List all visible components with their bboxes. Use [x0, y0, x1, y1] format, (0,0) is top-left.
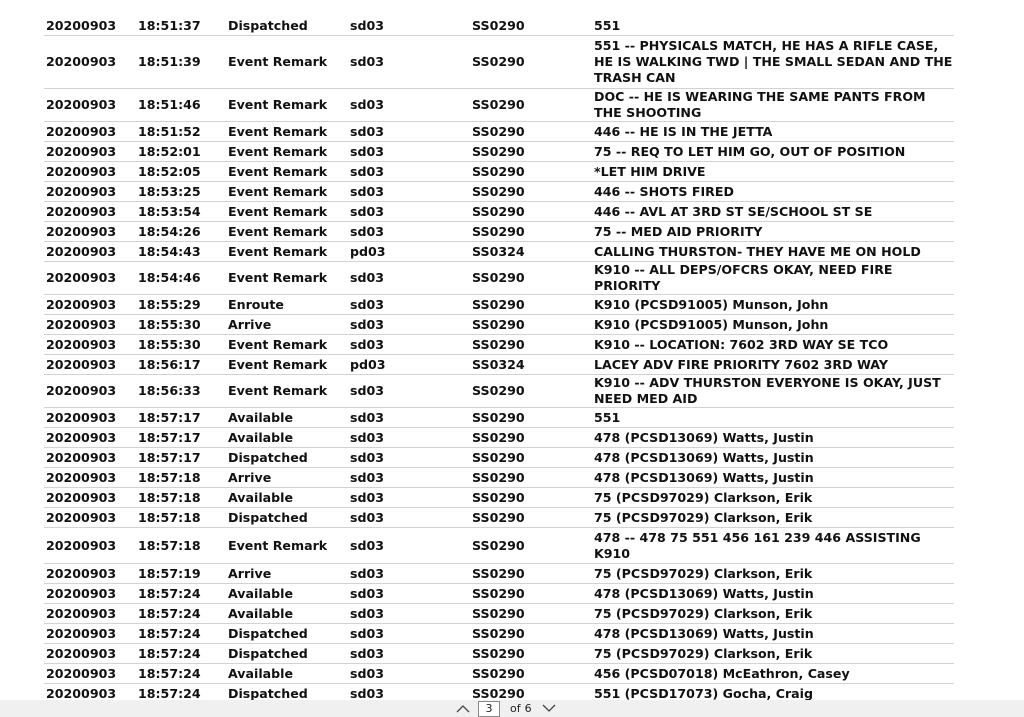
table-row	[44, 335, 954, 355]
time-cell: 18:54:43	[138, 243, 201, 259]
remark-cell: 75 -- REQ TO LET HIM GO, OUT OF POSITION	[594, 143, 906, 159]
chevron-up-icon	[456, 704, 470, 713]
remark-cell: 551	[594, 409, 621, 425]
unit-cell: SS0290	[472, 143, 525, 159]
time-cell: 18:56:33	[138, 383, 201, 399]
time-cell: 18:57:24	[138, 665, 201, 681]
time-cell: 18:57:18	[138, 509, 201, 525]
table-row	[44, 428, 954, 448]
unit-cell: SS0290	[472, 123, 525, 139]
date-cell: 20200903	[46, 449, 117, 465]
date-cell: 20200903	[46, 409, 117, 425]
time-cell: 18:57:24	[138, 605, 201, 621]
table-row	[44, 89, 954, 122]
event-type-cell: Available	[228, 409, 294, 425]
user-cell: sd03	[350, 605, 385, 621]
date-cell: 20200903	[46, 143, 117, 159]
user-cell: sd03	[350, 223, 385, 239]
unit-cell: SS0290	[472, 565, 525, 581]
date-cell: 20200903	[46, 537, 117, 553]
remark-cell: K910 -- LOCATION: 7602 3RD WAY SE TCO	[594, 336, 889, 352]
event-type-cell: Dispatched	[228, 509, 308, 525]
event-type-cell: Arrive	[228, 316, 272, 332]
user-cell: sd03	[350, 54, 385, 70]
unit-cell: SS0290	[472, 537, 525, 553]
table-row	[44, 488, 954, 508]
table-row	[44, 448, 954, 468]
time-cell: 18:55:30	[138, 336, 201, 352]
unit-cell: SS0290	[472, 223, 525, 239]
unit-cell: SS0290	[472, 489, 525, 505]
event-type-cell: Arrive	[228, 565, 272, 581]
time-cell: 18:57:17	[138, 429, 201, 445]
unit-cell: SS0290	[472, 270, 525, 286]
unit-cell: SS0290	[472, 316, 525, 332]
date-cell: 20200903	[46, 17, 117, 33]
unit-cell: SS0290	[472, 409, 525, 425]
user-cell: sd03	[350, 509, 385, 525]
event-type-cell: Event Remark	[228, 143, 328, 159]
unit-cell: SS0324	[472, 356, 525, 372]
event-type-cell: Event Remark	[228, 123, 328, 139]
date-cell: 20200903	[46, 685, 117, 700]
user-cell: sd03	[350, 489, 385, 505]
table-row	[44, 684, 954, 700]
unit-cell: SS0290	[472, 183, 525, 199]
event-type-cell: Event Remark	[228, 163, 328, 179]
event-type-cell: Event Remark	[228, 54, 328, 70]
remark-cell: *LET HIM DRIVE	[594, 163, 706, 179]
time-cell: 18:51:39	[138, 54, 201, 70]
user-cell: sd03	[350, 409, 385, 425]
event-type-cell: Event Remark	[228, 183, 328, 199]
unit-cell: SS0290	[472, 585, 525, 601]
user-cell: sd03	[350, 17, 385, 33]
event-type-cell: Event Remark	[228, 223, 328, 239]
event-type-cell: Available	[228, 605, 294, 621]
date-cell: 20200903	[46, 97, 117, 113]
time-cell: 18:57:19	[138, 565, 201, 581]
user-cell: sd03	[350, 585, 385, 601]
table-row	[44, 295, 954, 315]
remark-cell: LACEY ADV FIRE PRIORITY 7602 3RD WAY	[594, 356, 888, 372]
unit-cell: SS0290	[472, 449, 525, 465]
table-row	[44, 315, 954, 335]
time-cell: 18:54:26	[138, 223, 201, 239]
remark-cell: 75 (PCSD97029) Clarkson, Erik	[594, 489, 813, 505]
table-row	[44, 162, 954, 182]
event-type-cell: Event Remark	[228, 537, 328, 553]
remark-cell: 478 (PCSD13069) Watts, Justin	[594, 469, 814, 485]
time-cell: 18:57:17	[138, 449, 201, 465]
event-type-cell: Arrive	[228, 469, 272, 485]
table-row	[44, 508, 954, 528]
user-cell: sd03	[350, 336, 385, 352]
time-cell: 18:52:05	[138, 163, 201, 179]
of-label: of	[510, 702, 521, 715]
unit-cell: SS0290	[472, 645, 525, 661]
remark-cell: 478 (PCSD13069) Watts, Justin	[594, 625, 814, 641]
remark-cell: 75 (PCSD97029) Clarkson, Erik	[594, 509, 813, 525]
date-cell: 20200903	[46, 429, 117, 445]
date-cell: 20200903	[46, 336, 117, 352]
table-row	[44, 36, 954, 89]
date-cell: 20200903	[46, 645, 117, 661]
remark-cell: 456 (PCSD07018) McEathron, Casey	[594, 665, 850, 681]
unit-cell: SS0290	[472, 17, 525, 33]
user-cell: sd03	[350, 97, 385, 113]
date-cell: 20200903	[46, 625, 117, 641]
date-cell: 20200903	[46, 203, 117, 219]
user-cell: sd03	[350, 429, 385, 445]
time-cell: 18:57:24	[138, 645, 201, 661]
event-type-cell: Event Remark	[228, 336, 328, 352]
table-row	[44, 624, 954, 644]
event-log-table	[44, 16, 954, 700]
user-cell: sd03	[350, 183, 385, 199]
date-cell: 20200903	[46, 183, 117, 199]
event-type-cell: Available	[228, 489, 294, 505]
event-type-cell: Dispatched	[228, 449, 308, 465]
remark-cell: 75 (PCSD97029) Clarkson, Erik	[594, 605, 813, 621]
unit-cell: SS0290	[472, 203, 525, 219]
user-cell: sd03	[350, 625, 385, 641]
user-cell: sd03	[350, 565, 385, 581]
user-cell: sd03	[350, 143, 385, 159]
event-type-cell: Event Remark	[228, 243, 328, 259]
remark-cell: CALLING THURSTON- THEY HAVE ME ON HOLD	[594, 243, 921, 259]
remark-cell: K910 -- ADV THURSTON EVERYONE IS OKAY, JUST NEED MED AID	[594, 375, 941, 406]
table-row	[44, 142, 954, 162]
unit-cell: SS0290	[472, 296, 525, 312]
time-cell: 18:55:30	[138, 316, 201, 332]
time-cell: 18:57:24	[138, 585, 201, 601]
time-cell: 18:52:01	[138, 143, 201, 159]
table-row	[44, 16, 954, 36]
table-row	[44, 242, 954, 262]
time-cell: 18:53:54	[138, 203, 201, 219]
time-cell: 18:56:17	[138, 356, 201, 372]
remark-cell: 446 -- SHOTS FIRED	[594, 183, 734, 199]
date-cell: 20200903	[46, 223, 117, 239]
date-cell: 20200903	[46, 565, 117, 581]
chevron-down-icon	[542, 704, 556, 713]
date-cell: 20200903	[46, 243, 117, 259]
user-cell: sd03	[350, 645, 385, 661]
unit-cell: SS0290	[472, 685, 525, 700]
previous-page-button[interactable]	[452, 700, 474, 717]
remark-cell: 478 (PCSD13069) Watts, Justin	[594, 449, 814, 465]
user-cell: sd03	[350, 665, 385, 681]
table-row	[44, 564, 954, 584]
event-type-cell: Dispatched	[228, 645, 308, 661]
time-cell: 18:51:46	[138, 97, 201, 113]
unit-cell: SS0290	[472, 54, 525, 70]
unit-cell: SS0290	[472, 97, 525, 113]
table-row	[44, 375, 954, 408]
time-cell: 18:51:52	[138, 123, 201, 139]
date-cell: 20200903	[46, 356, 117, 372]
remark-cell: 446 -- HE IS IN THE JETTA	[594, 123, 773, 139]
user-cell: sd03	[350, 270, 385, 286]
unit-cell: SS0290	[472, 625, 525, 641]
date-cell: 20200903	[46, 270, 117, 286]
user-cell: sd03	[350, 449, 385, 465]
event-type-cell: Available	[228, 665, 294, 681]
date-cell: 20200903	[46, 585, 117, 601]
unit-cell: SS0290	[472, 429, 525, 445]
remark-cell: 551 -- PHYSICALS MATCH, HE HAS A RIFLE CASE, HE IS WALKING TWD | THE SMALL SEDAN AND THE TRASH CAN	[594, 38, 953, 85]
time-cell: 18:57:24	[138, 685, 201, 700]
event-type-cell: Available	[228, 429, 294, 445]
total-pages: 6	[524, 702, 532, 715]
date-cell: 20200903	[46, 54, 117, 70]
time-cell: 18:57:18	[138, 537, 201, 553]
unit-cell: SS0290	[472, 336, 525, 352]
unit-cell: SS0290	[472, 665, 525, 681]
table-row	[44, 604, 954, 624]
date-cell: 20200903	[46, 605, 117, 621]
table-row	[44, 222, 954, 242]
event-type-cell: Event Remark	[228, 203, 328, 219]
user-cell: pd03	[350, 243, 386, 259]
event-type-cell: Available	[228, 585, 294, 601]
user-cell: sd03	[350, 383, 385, 399]
event-type-cell: Enroute	[228, 296, 284, 312]
time-cell: 18:54:46	[138, 270, 201, 286]
table-row	[44, 262, 954, 295]
time-cell: 18:53:25	[138, 183, 201, 199]
pdf-toolbar	[0, 700, 1024, 717]
time-cell: 18:57:24	[138, 625, 201, 641]
user-cell: sd03	[350, 469, 385, 485]
table-row	[44, 584, 954, 604]
table-row	[44, 355, 954, 375]
page-navigator	[452, 700, 560, 717]
user-cell: sd03	[350, 163, 385, 179]
event-type-cell: Event Remark	[228, 383, 328, 399]
event-type-cell: Event Remark	[228, 270, 328, 286]
user-cell: sd03	[350, 316, 385, 332]
user-cell: sd03	[350, 296, 385, 312]
date-cell: 20200903	[46, 509, 117, 525]
time-cell: 18:51:37	[138, 17, 201, 33]
date-cell: 20200903	[46, 489, 117, 505]
table-row	[44, 664, 954, 684]
date-cell: 20200903	[46, 163, 117, 179]
event-type-cell: Dispatched	[228, 17, 308, 33]
table-row	[44, 202, 954, 222]
date-cell: 20200903	[46, 383, 117, 399]
date-cell: 20200903	[46, 316, 117, 332]
date-cell: 20200903	[46, 665, 117, 681]
table-row	[44, 408, 954, 428]
next-page-button[interactable]	[538, 700, 560, 717]
remark-cell: 478 (PCSD13069) Watts, Justin	[594, 585, 814, 601]
event-type-cell: Dispatched	[228, 625, 308, 641]
unit-cell: SS0290	[472, 469, 525, 485]
remark-cell: 75 (PCSD97029) Clarkson, Erik	[594, 565, 813, 581]
remark-cell: K910 (PCSD91005) Munson, John	[594, 296, 829, 312]
unit-cell: SS0290	[472, 509, 525, 525]
date-cell: 20200903	[46, 469, 117, 485]
user-cell: pd03	[350, 356, 386, 372]
user-cell: sd03	[350, 203, 385, 219]
table-row	[44, 122, 954, 142]
date-cell: 20200903	[46, 296, 117, 312]
unit-cell: SS0290	[472, 605, 525, 621]
page-number-input[interactable]: 3	[478, 701, 500, 717]
remark-cell: 75 (PCSD97029) Clarkson, Erik	[594, 645, 813, 661]
page-count	[510, 702, 532, 715]
event-type-cell: Event Remark	[228, 97, 328, 113]
time-cell: 18:55:29	[138, 296, 201, 312]
remark-cell: 446 -- AVL AT 3RD ST SE/SCHOOL ST SE	[594, 203, 873, 219]
table-row	[44, 528, 954, 564]
table-row	[44, 468, 954, 488]
remark-cell: 75 -- MED AID PRIORITY	[594, 223, 763, 239]
table-row	[44, 644, 954, 664]
remark-cell: K910 -- ALL DEPS/OFCRS OKAY, NEED FIRE PRIORITY	[594, 262, 893, 293]
event-type-cell: Event Remark	[228, 356, 328, 372]
user-cell: sd03	[350, 123, 385, 139]
unit-cell: SS0290	[472, 163, 525, 179]
remark-cell: 478 (PCSD13069) Watts, Justin	[594, 429, 814, 445]
unit-cell: SS0290	[472, 383, 525, 399]
remark-cell: DOC -- HE IS WEARING THE SAME PANTS FROM THE SHOOTING	[594, 89, 926, 120]
time-cell: 18:57:18	[138, 489, 201, 505]
user-cell: sd03	[350, 537, 385, 553]
event-type-cell: Dispatched	[228, 685, 308, 700]
remark-cell: 551	[594, 17, 621, 33]
date-cell: 20200903	[46, 123, 117, 139]
remark-cell: 551 (PCSD17073) Gocha, Craig	[594, 685, 813, 700]
table-row	[44, 182, 954, 202]
remark-cell: 478 -- 478 75 551 456 161 239 446 ASSISTING K910	[594, 529, 921, 561]
user-cell: sd03	[350, 685, 385, 700]
time-cell: 18:57:18	[138, 469, 201, 485]
time-cell: 18:57:17	[138, 409, 201, 425]
unit-cell: SS0324	[472, 243, 525, 259]
remark-cell: K910 (PCSD91005) Munson, John	[594, 316, 829, 332]
